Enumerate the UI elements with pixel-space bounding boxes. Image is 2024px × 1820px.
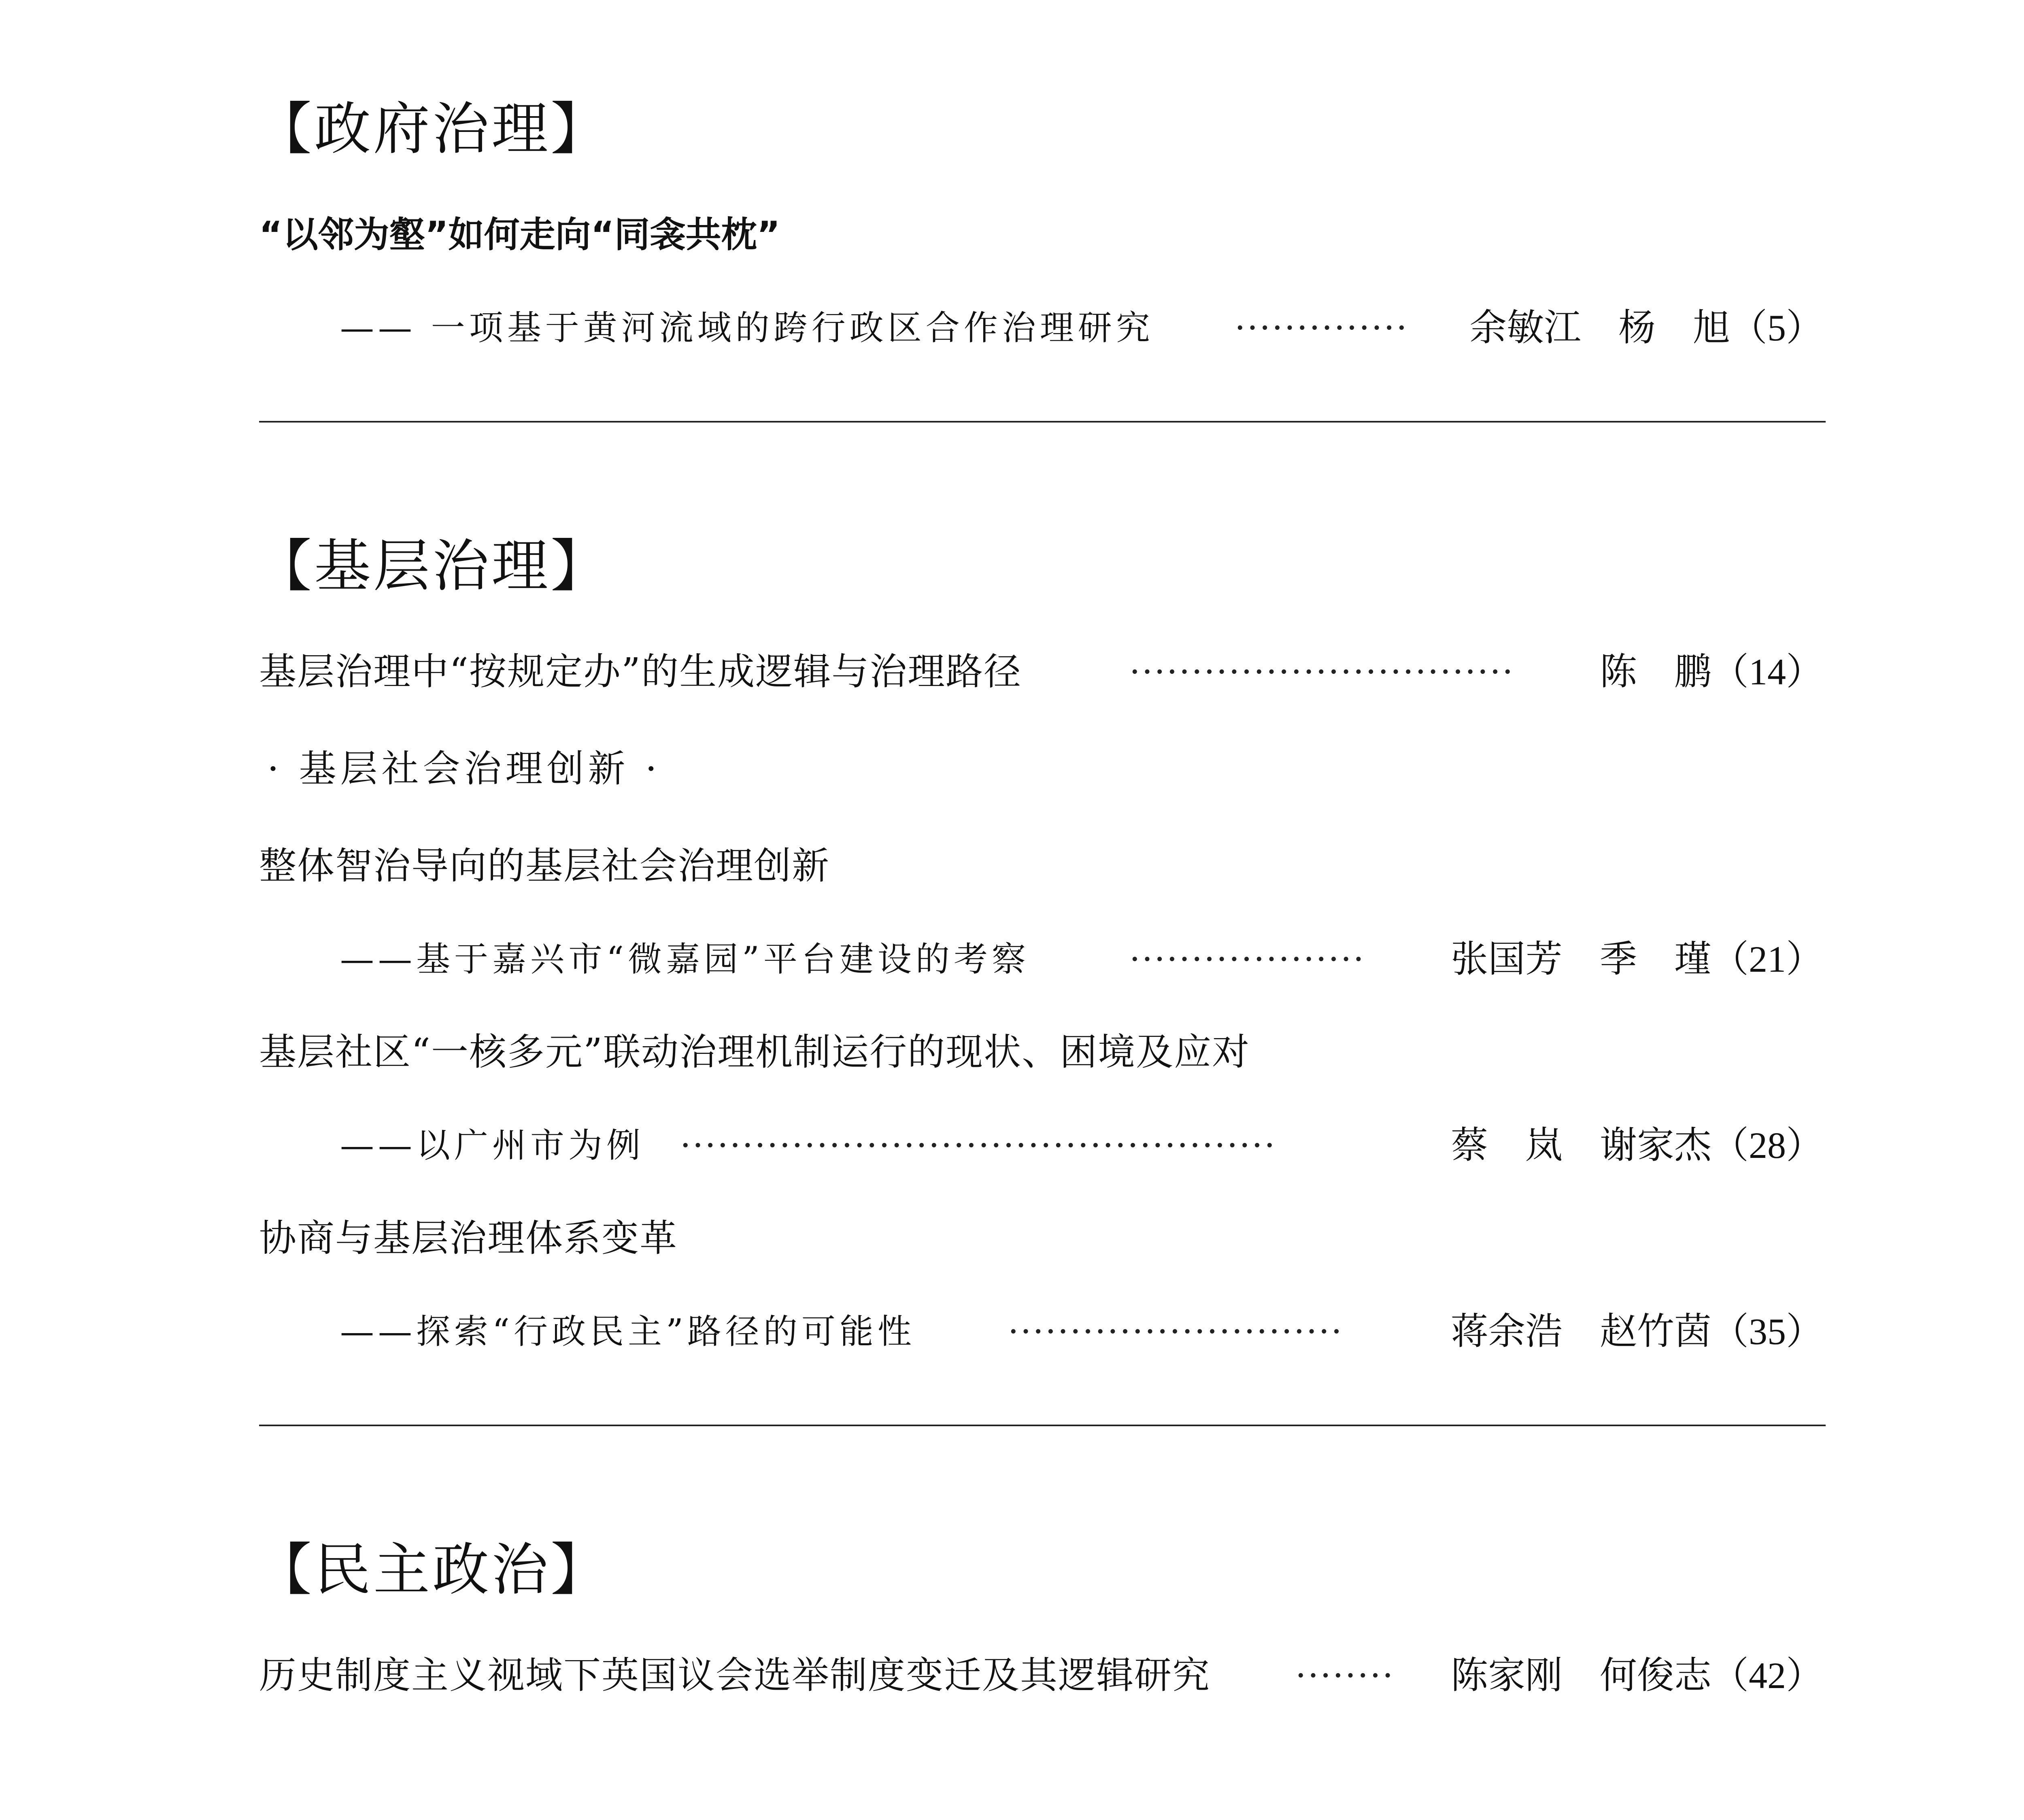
entry-author-page — [1451, 935, 1823, 983]
entry-subtitle: ——以广州市为例 — [340, 1126, 645, 1165]
entry-authors: 陈家刚 何俊志 — [1450, 1654, 1711, 1697]
entry-subtitle: ——探索“行政民主”路径的可能性 — [340, 1312, 916, 1351]
dot-leader: ······························· — [1129, 652, 1515, 692]
entry-page-number: （35） — [1711, 1311, 1823, 1352]
dot-leader: ··················· — [1129, 939, 1366, 979]
entry-author-page — [1451, 1121, 1823, 1170]
entry-page-number: （28） — [1711, 1125, 1823, 1166]
section-heading-grassroots-governance: 【基层治理】 — [255, 533, 610, 599]
section-heading-government-governance: 【政府治理】 — [255, 96, 610, 162]
entry-author-page — [1469, 304, 1823, 352]
entry-title: 基层治理中“按规定办”的生成逻辑与治理路径 — [259, 650, 1022, 693]
entry-author-page — [1451, 1307, 1823, 1356]
dot-leader: ··························· — [1008, 1312, 1344, 1351]
entry-authors: 张国芳 季 瑾 — [1450, 937, 1711, 981]
section-heading-democratic-politics: 【民主政治】 — [255, 1537, 610, 1603]
entry-page-number: （14） — [1711, 651, 1823, 692]
entry-title: 基层社区“一核多元”联动治理机制运行的现状、困境及应对 — [259, 1030, 1250, 1074]
entry-authors: 陈 鹏 — [1599, 650, 1711, 693]
dot-leader: ················································ — [680, 1126, 1277, 1165]
entry-author-page — [1600, 648, 1823, 696]
entry-title: 协商与基层治理体系变革 — [259, 1217, 678, 1260]
subsection-heading: · 基层社会治理创新 · — [267, 747, 661, 790]
entry-page-number: （5） — [1730, 307, 1823, 348]
entry-authors: 蒋余浩 赵竹茵 — [1450, 1310, 1711, 1353]
dot-leader: ········ — [1295, 1656, 1395, 1695]
entry-authors: 蔡 岚 谢家杰 — [1450, 1123, 1711, 1167]
entry-subtitle: —— 一项基于黄河流域的跨行政区合作治理研究 — [340, 308, 1154, 348]
entry-title: “以邻为壑”如何走向“同衾共枕” — [259, 214, 780, 255]
section-divider — [259, 421, 1826, 423]
entry-title: 整体智治导向的基层社会治理创新 — [259, 844, 830, 888]
entry-title: 历史制度主义视域下英国议会选举制度变迁及其逻辑研究 — [259, 1654, 1211, 1697]
entry-author-page — [1451, 1651, 1823, 1700]
section-divider — [259, 1425, 1826, 1426]
entry-page-number: （42） — [1711, 1655, 1823, 1696]
entry-page-number: （21） — [1711, 939, 1823, 980]
entry-subtitle: ——基于嘉兴市“微嘉园”平台建设的考察 — [340, 939, 1030, 979]
entry-authors: 余敏江 杨 旭 — [1469, 306, 1730, 349]
dot-leader: ·············· — [1235, 308, 1409, 348]
